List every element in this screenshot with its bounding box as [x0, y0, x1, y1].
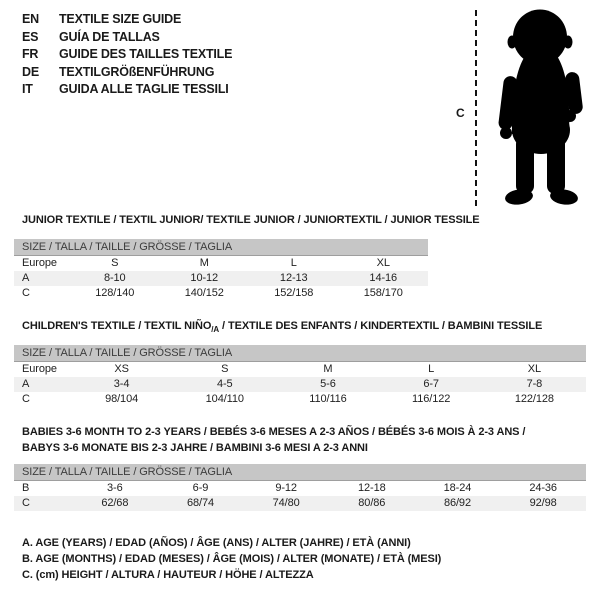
table-row: [14, 392, 586, 407]
language-label: TEXTILGRÖßENFÜHRUNG: [59, 64, 215, 79]
size-cell: 62/68: [72, 496, 158, 511]
size-cell: M: [323, 363, 333, 376]
table-row: [14, 362, 586, 377]
size-cell: 3-4: [70, 377, 173, 392]
size-cell: S: [111, 257, 119, 270]
size-header: SIZE / TALLA / TAILLE / GRÖSSE / TAGLIA: [14, 345, 586, 362]
size-cell: 80/86: [329, 496, 415, 511]
language-code: ES: [22, 29, 39, 44]
size-cell: 128/140: [95, 287, 135, 299]
language-row-es: [22, 29, 232, 47]
height-dashed-line: [475, 10, 477, 206]
size-cell: L: [290, 257, 297, 270]
size-cell: 86/92: [415, 496, 501, 511]
size-cell: L: [428, 363, 435, 376]
size-cell: 7-8: [483, 377, 586, 392]
language-heading-block: [22, 11, 232, 99]
row-label: Europe: [22, 257, 57, 270]
table-row: [14, 496, 586, 511]
children-title-text: / TEXTILE DES ENFANTS / KINDERTEXTIL / BAMBINI TESSILE: [219, 320, 543, 332]
size-cell: 74/80: [243, 496, 329, 511]
size-header: SIZE / TALLA / TAILLE / GRÖSSE / TAGLIA: [14, 464, 586, 481]
height-measure-label: C: [456, 106, 465, 120]
language-code: EN: [22, 12, 39, 26]
language-row-de: [22, 64, 232, 82]
size-cell: 24-36: [529, 482, 557, 495]
size-cell: 3-6: [107, 482, 123, 495]
size-cell: 4-5: [173, 377, 276, 392]
language-code: FR: [22, 47, 39, 62]
language-code: IT: [22, 82, 33, 97]
row-label: C: [14, 496, 72, 511]
size-cell: 110/116: [309, 393, 347, 405]
babies-title-line2: BABYS 3-6 MONATE BIS 2-3 JAHRE / BAMBINI 3-6 MESI A 2-3 ANNI: [22, 442, 368, 454]
size-cell: 9-12: [275, 482, 297, 495]
size-cell: XS: [114, 363, 129, 376]
size-cell: S: [221, 363, 229, 376]
size-cell: 104/110: [205, 393, 244, 405]
junior-section-title: JUNIOR TEXTILE / TEXTIL JUNIOR/ TEXTILE JUNIOR / JUNIORTEXTIL / JUNIOR TESSILE: [22, 214, 480, 226]
row-label: A: [14, 271, 70, 286]
language-row-fr: [22, 46, 232, 64]
size-cell: 92/98: [500, 496, 586, 511]
size-cell: 116/122: [412, 393, 451, 405]
size-cell: 14-16: [339, 271, 429, 286]
junior-size-table: [14, 239, 428, 301]
size-cell: 5-6: [276, 377, 379, 392]
row-label: C: [22, 287, 30, 299]
table-row: [14, 481, 586, 496]
size-cell: 6-9: [192, 482, 209, 495]
table-row: [14, 286, 428, 301]
size-cell: 98/104: [105, 393, 139, 405]
size-cell: XL: [376, 257, 390, 270]
children-title-text: CHILDREN'S TEXTILE / TEXTIL NIÑO: [22, 320, 212, 332]
size-cell: 18-24: [443, 482, 472, 495]
language-label: GUIDA ALLE TAGLIE TESSILI: [59, 82, 229, 97]
children-size-table: [14, 345, 586, 407]
row-label: C: [22, 393, 30, 405]
language-code: DE: [22, 64, 39, 79]
legend-line-a: A. AGE (YEARS) / EDAD (AÑOS) / ÂGE (ANS) / ALTER (JAHRE) / ETÀ (ANNI): [22, 537, 411, 549]
size-cell: 6-7: [380, 377, 483, 392]
language-row-en: [22, 11, 232, 29]
children-title-subscript: /A: [211, 325, 220, 335]
babies-section-title: [22, 424, 525, 456]
language-row-it: [22, 81, 232, 99]
measurement-legend: [22, 535, 441, 584]
language-label: GUIDE DES TAILLES TEXTILE: [59, 47, 233, 62]
table-row: [14, 271, 428, 286]
size-cell: M: [199, 257, 209, 270]
table-row: [14, 377, 586, 392]
babies-title-line1: BABIES 3-6 MONTH TO 2-3 YEARS / BEBÉS 3-6 MESES A 2-3 AÑOS / BÉBÉS 3-6 MOIS À 2-3 ANS /: [22, 426, 526, 438]
babies-size-table: [14, 464, 586, 511]
height-measure-figure: [450, 6, 600, 210]
size-header: SIZE / TALLA / TAILLE / GRÖSSE / TAGLIA: [14, 239, 428, 256]
size-cell: XL: [527, 363, 541, 376]
size-cell: 12-18: [357, 482, 386, 495]
size-cell: 122/128: [514, 393, 554, 405]
size-cell: 8-10: [70, 271, 160, 286]
row-label: A: [14, 377, 70, 392]
legend-line-c: C. (cm) HEIGHT / ALTURA / HAUTEUR / HÖHE / ALTEZZA: [22, 569, 314, 582]
table-row: [14, 256, 428, 271]
row-label: B: [22, 482, 30, 495]
size-cell: 10-12: [160, 271, 250, 286]
row-label: Europe: [22, 363, 57, 376]
size-cell: 12-13: [249, 271, 339, 286]
size-cell: 152/158: [274, 287, 314, 299]
size-cell: 158/170: [363, 287, 403, 299]
language-label: GUÍA DE TALLAS: [59, 29, 160, 44]
legend-line-b: B. AGE (MONTHS) / EDAD (MESES) / ÂGE (MOIS) / ALTER (MONATE) / ETÀ (MESI): [22, 553, 442, 566]
children-section-title: [22, 320, 542, 334]
language-label: TEXTILE SIZE GUIDE: [59, 12, 182, 26]
size-cell: 68/74: [158, 496, 244, 511]
baby-silhouette-icon: [486, 8, 598, 208]
size-cell: 140/152: [184, 287, 224, 299]
